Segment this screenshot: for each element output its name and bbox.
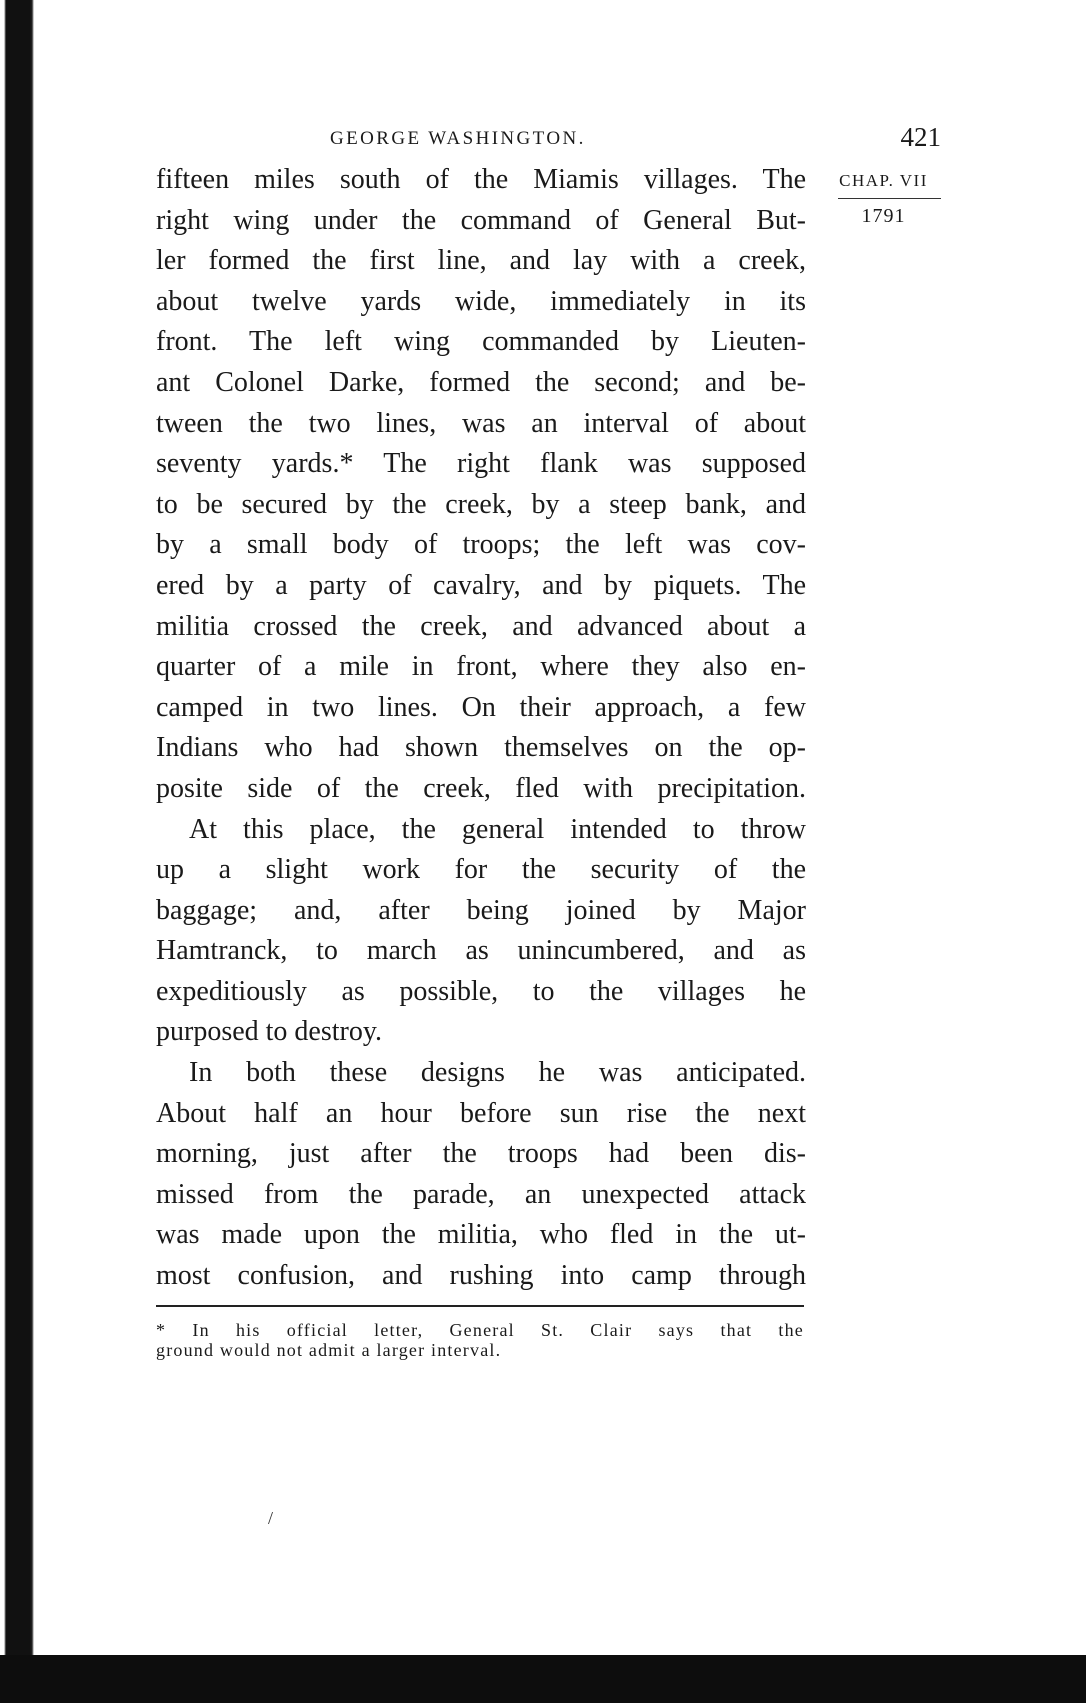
margin-chapter: CHAP. VII	[839, 171, 928, 190]
page-header	[156, 124, 941, 154]
paragraph-1	[156, 160, 806, 810]
paragraph-3	[156, 1053, 806, 1297]
text-line: by a small body of troops; the left was cov-	[156, 529, 806, 561]
text-line: was made upon the militia, who fled in the ut-	[156, 1219, 806, 1251]
text-line: camped in two lines. On their approach, a few	[156, 691, 806, 723]
text-line: posite side of the creek, fled with precipitation.	[156, 772, 806, 804]
text-line: ered by a party of cavalry, and by piquets. The	[156, 569, 806, 601]
body-text	[156, 160, 806, 1297]
scan-edge-left	[0, 0, 34, 1703]
text-line: purposed to destroy.	[156, 1016, 383, 1048]
text-line: About half an hour before sun rise the next	[156, 1097, 806, 1129]
running-head: GEORGE WASHINGTON.	[330, 128, 586, 149]
text-line: At this place, the general intended to throw	[189, 813, 806, 845]
footnote	[156, 1320, 804, 1360]
text-line: Hamtranck, to march as unincumbered, and as	[156, 935, 806, 967]
text-line: to be secured by the creek, by a steep bank, and	[156, 488, 806, 520]
footnote-line: ground would not admit a larger interval.	[156, 1340, 502, 1360]
text-line: ant Colonel Darke, formed the second; and be-	[156, 366, 806, 398]
stray-pencil-mark: /	[268, 1508, 274, 1528]
scan-edge-bottom	[0, 1655, 1086, 1703]
text-line: right wing under the command of General But-	[156, 204, 806, 236]
margin-note	[826, 171, 941, 228]
text-line: quarter of a mile in front, where they also en-	[156, 651, 806, 683]
margin-year: 1791	[861, 205, 906, 227]
text-line: ler formed the first line, and lay with a creek,	[156, 245, 806, 277]
text-line: militia crossed the creek, and advanced about a	[156, 610, 806, 642]
margin-rule	[838, 198, 941, 199]
text-line: up a slight work for the security of the	[156, 854, 806, 886]
text-line: In both these designs he was anticipated.	[189, 1057, 806, 1089]
text-line: baggage; and, after being joined by Major	[156, 894, 806, 926]
footnote-rule	[156, 1305, 804, 1307]
text-line: tween the two lines, was an interval of about	[156, 407, 806, 439]
text-line: fifteen miles south of the Miamis villages. The	[156, 164, 806, 195]
text-line: most confusion, and rushing into camp through	[156, 1260, 806, 1292]
page-number: 421	[900, 122, 941, 152]
text-line: expeditiously as possible, to the villages he	[156, 975, 806, 1007]
text-line: about twelve yards wide, immediately in its	[156, 285, 806, 317]
text-line: Indians who had shown themselves on the op-	[156, 732, 806, 764]
text-line: missed from the parade, an unexpected attack	[156, 1178, 806, 1210]
text-line: morning, just after the troops had been dis-	[156, 1138, 806, 1170]
paragraph-2	[156, 810, 806, 1054]
footnote-line: * In his official letter, General St. Clair says that the	[156, 1320, 804, 1340]
text-line: seventy yards.* The right flank was supposed	[156, 448, 806, 480]
text-line: front. The left wing commanded by Lieuten-	[156, 326, 806, 358]
